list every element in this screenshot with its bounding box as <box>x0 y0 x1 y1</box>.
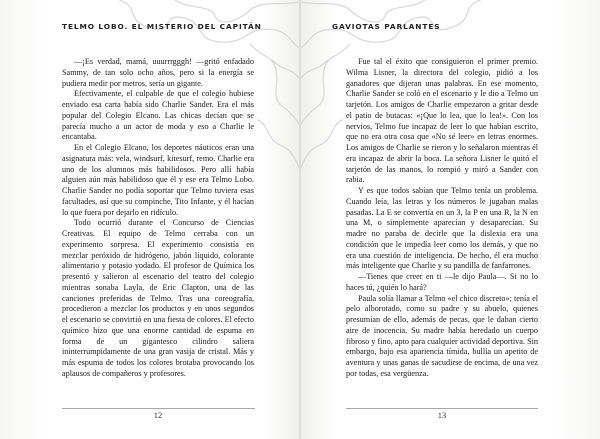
book-gutter <box>299 0 301 439</box>
paragraph: Paula solía llamar a Telmo «el chico discreto»; tenía el pelo alborotado, como su padre y su abuelo, quienes presumían de ello, además de pecas, que le daban cierto aire de inocencia. Su madre había heredado un cuerpo fibroso y fino, apto para cualquier actividad deportiva. Sin embargo, bajo esa apariencia tímida, bullía un apetito de aventura y unas ganas de sacudirse de encima, de una vez por todas, esa vergüenza. <box>346 293 538 378</box>
paragraph: Fue tal el éxito que consiguieron el primer premio. Wilma Lisner, la directora del colegio, pidió a los ganadores que dijeran unas palabras. En ese momento, Charlie Sander se coló en el escenario y le dio a Telmo un tarjetón. Los amigos de Charlie empezaron a gritar desde el patio de butacas: «¡Que lo lea, que lo lea!». Con los nervios, Telmo fue incapaz de leer lo que habían escrito, que no era otra cosa que «No sé leer» en letras enormes. Los amigos de Charlie se rieron y lo señalaron mientras él era incapaz de abrir la boca. La señora Lisner le quitó el tarjetón de las manos, lo rompió y miró a Sander con rabia. <box>346 57 538 185</box>
page-number: 12 <box>146 410 170 420</box>
paragraph: —¡Es verdad, mamá, uuurrrgggh! —gritó enfadado Sammy, de tan solo ocho años, pero si la energía se pudiera medir por metros, sería un gigante. <box>62 57 254 88</box>
paragraph: Efectivamente, el culpable de que el colegio hubiese enviado esa carta había sido Charlie Sander. Era el más popular del Colegio Elcano. Las chicas decían que se parecía mucho a un actor de moda y eso a Charlie le encantaba. <box>62 89 254 142</box>
right-page-body <box>346 57 538 380</box>
paragraph: En el Colegio Elcano, los deportes náuticos eran una asignatura más: vela, windsurf, kitesurf, remo. Charlie era uno de los alumnos más habilidosos. Pero allí había alguien aún más habilidoso que él y ese era Telmo Lobo. Charlie Sander no podía soportar que Telmo tuviera esas facultades, así que su compinche, Tito Infante, y él hacían lo que fuera por dejarlo en ridículo. <box>62 143 254 217</box>
paragraph: Y es que todos sabían que Telmo tenía un problema. Cuando leía, las letras y los números le jugaban malas pasadas. La E se convertía en un 3, la P en una R, la N en una M, o simplemente aparecían y desaparecían. Su madre no paraba de decirle que la dislexia era una condición que le impedía leer como los demás, y que no era una cuestión de inteligencia. De hecho, él era mucho más inteligente que Charlie y su pandilla de fanfarrones. <box>346 186 538 271</box>
folio-rule <box>346 408 538 409</box>
right-page <box>300 0 600 439</box>
paragraph: —Tienes que creer en ti —le dijo Paula—. Si no lo haces tú, ¿quién lo hará? <box>346 272 538 292</box>
paragraph: Todo ocurrió durante el Concurso de Ciencias Creativas. El equipo de Telmo cerraba con un experimento sorpresa. El experimento consistía en mezclar peróxido de hidrógeno, jabón líquido, colorante alimentario y potasio yodado. El profesor de Química los presentó y salieron al escenario del teatro del colegio mientras sonaba Layla, de Eric Clapton, una de las canciones preferidas de Telmo. Tras una coreografía, procedieron a mezclar los productos y en unos segundos el escenario se convirtió en una fiesta de colores. El efecto químico hizo que una enorme cantidad de espuma en forma de un gigantesco cilindro saliera ininterrumpidamente de una gran vasija de cristal. Más y más espuma de todos los colores brotaba provocando los aplausos de compañeros y profesores. <box>62 218 254 378</box>
folio-rule <box>62 408 255 409</box>
page-number: 13 <box>430 410 454 420</box>
running-head-right: GAVIOTAS PARLANTES <box>332 22 441 31</box>
left-page-body <box>62 57 254 380</box>
running-head-left: TELMO LOBO. EL MISTERIO DEL CAPITÁN <box>62 22 262 31</box>
